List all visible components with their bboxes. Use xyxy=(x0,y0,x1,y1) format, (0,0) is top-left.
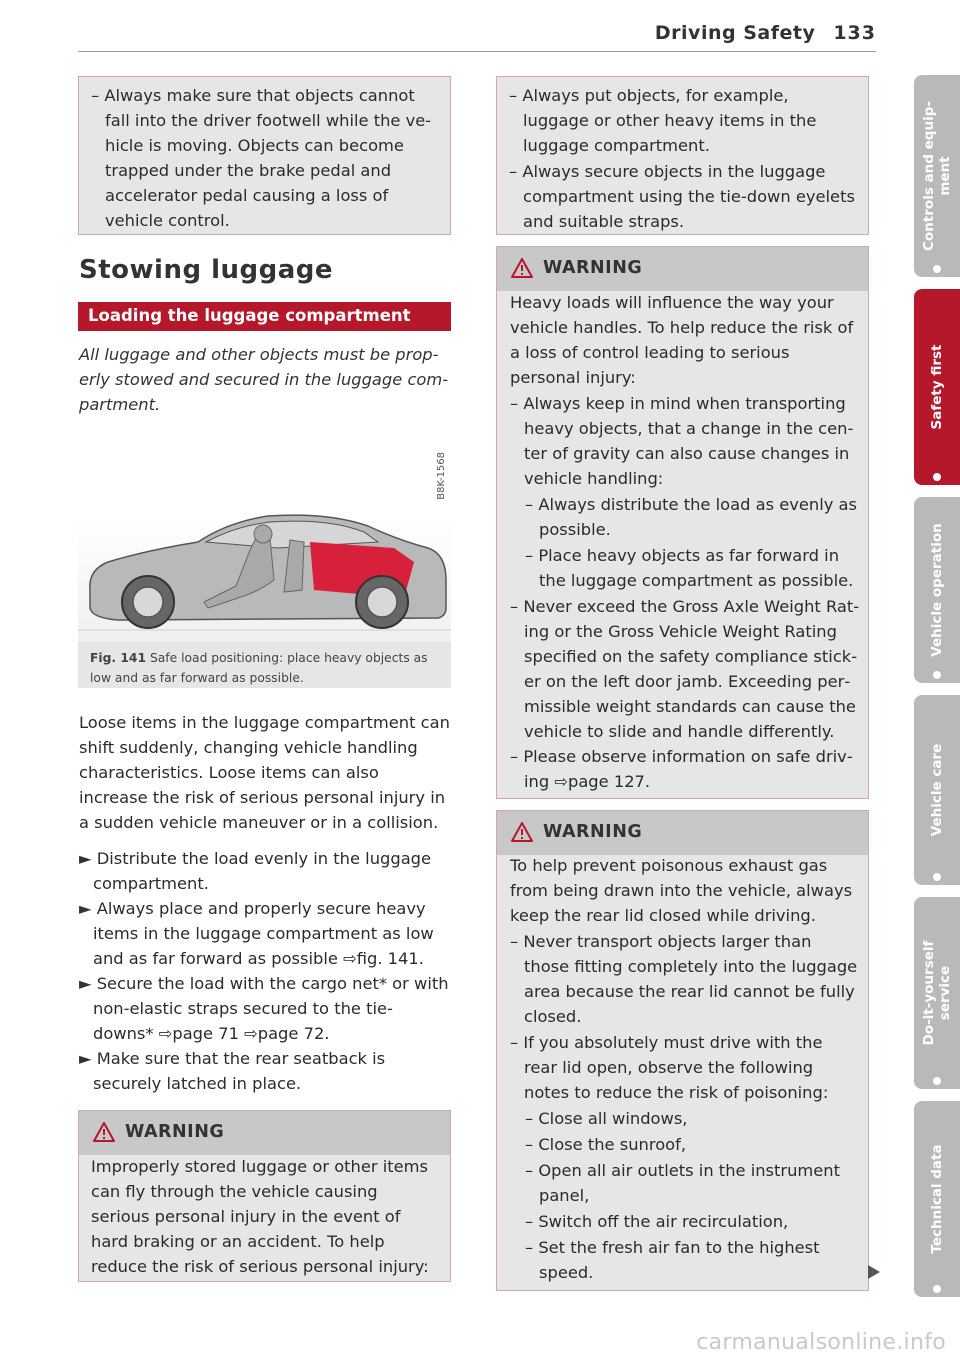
warning-item: – Never transport objects larger than those fitting completely into the luggage area because the rear lid cannot be fully closed. xyxy=(510,932,858,1026)
warning-text: Improperly stored luggage or other items can fly through the vehicle causing serious personal injury in the event of hard braking or an accident. To help reduce the risk of serious personal injury: xyxy=(91,1157,429,1276)
warning-subitem: – Close all windows, xyxy=(525,1109,688,1128)
right-continued-box xyxy=(496,76,869,235)
right-continued-item: – Always put objects, for example, luggage or other heavy items in the luggage compartment. xyxy=(509,86,817,155)
right-warning-box-2 xyxy=(496,810,869,1291)
tab-dot xyxy=(933,671,941,679)
tab-vehicle-operation[interactable] xyxy=(914,497,960,683)
subheading: Loading the luggage compartment xyxy=(88,306,411,325)
tab-label: Controls and equip- ment xyxy=(921,101,953,251)
left-warning-box xyxy=(78,1110,451,1282)
subheading-bar xyxy=(78,302,451,331)
warning-icon xyxy=(511,822,533,842)
watermark: carmanualsonline.info xyxy=(696,1330,946,1355)
header-rule xyxy=(78,51,876,52)
tab-dot xyxy=(933,1077,941,1085)
figure-141 xyxy=(78,430,451,688)
warning-item: – Please observe information on safe driving ⇨page 127. xyxy=(510,747,853,791)
warning-subitem: – Close the sunroof, xyxy=(525,1135,687,1154)
warning-text: To help prevent poisonous exhaust gas from being drawn into the vehicle, always keep the rear lid closed while driving. xyxy=(510,856,853,925)
figure-label: Fig. 141 xyxy=(90,651,147,665)
warning-subitem: – Set the fresh air fan to the highest speed. xyxy=(525,1238,820,1282)
right-warning-box-1 xyxy=(496,246,869,799)
tab-controls-and-equipment[interactable] xyxy=(914,75,960,277)
warning-header xyxy=(497,247,868,291)
right-continued-item: – Always secure objects in the luggage compartment using the tie-down eyelets and suitable straps. xyxy=(509,162,855,231)
warning-subitem: – Open all air outlets in the instrument panel, xyxy=(525,1161,841,1205)
left-continued-item: – Always make sure that objects cannot fall into the driver footwell while the vehicle is moving. Objects can become trapped under the brake pedal and accelerator pedal causing a loss of vehicle control. xyxy=(91,86,432,230)
tab-vehicle-care[interactable] xyxy=(914,695,960,885)
warning-label: WARNING xyxy=(543,822,643,842)
tab-dot xyxy=(933,873,941,881)
body-paragraph: Loose items in the luggage compartment can shift suddenly, changing vehicle handling characteristics. Loose items can also increase the risk of serious personal injury in a sudden vehicle maneuver or in a collision. xyxy=(79,713,450,832)
warning-item: – Always keep in mind when transporting heavy objects, that a change in the center of gravity can also cause changes in vehicle handling: xyxy=(510,394,854,488)
tab-technical-data[interactable] xyxy=(914,1101,960,1297)
tab-label: Do-it-yourself service xyxy=(921,940,953,1046)
figure-caption-text: Safe load positioning: place heavy objects as low and as far forward as possible. xyxy=(90,651,428,685)
warning-icon xyxy=(93,1122,115,1142)
warning-label: WARNING xyxy=(543,258,643,278)
page-number: 133 xyxy=(833,22,876,44)
figure-caption xyxy=(90,648,445,688)
figure-image xyxy=(78,430,451,642)
section-heading: Stowing luggage xyxy=(79,255,334,285)
page-header xyxy=(655,22,876,44)
tab-dot xyxy=(933,1285,941,1293)
warning-label: WARNING xyxy=(125,1122,225,1142)
tab-dot xyxy=(933,265,941,273)
car-illustration xyxy=(78,430,451,642)
tab-do-it-yourself-service[interactable] xyxy=(914,897,960,1089)
tab-label: Vehicle operation xyxy=(929,523,945,657)
section-title: Driving Safety xyxy=(654,22,816,44)
warning-item: – Never exceed the Gross Axle Weight Rating or the Gross Vehicle Weight Rating specified on the safety compliance sticker on the left door jamb. Exceeding permissible weight standards can cause the vehicle to slide and handle differently. xyxy=(510,597,860,741)
warning-text: Heavy loads will influence the way your vehicle handles. To help reduce the risk of a loss of control leading to serious personal injury: xyxy=(510,293,854,387)
warning-body xyxy=(510,290,860,794)
tab-safety-first[interactable] xyxy=(914,289,960,485)
warning-subitem: – Always distribute the load as evenly as possible. xyxy=(525,495,858,539)
step-item: ► Make sure that the rear seatback is securely latched in place. xyxy=(79,1049,386,1093)
step-item: ► Always place and properly secure heavy items in the luggage compartment as low and as far forward as possible ⇨fig. 141. xyxy=(79,899,434,968)
steps-list xyxy=(79,846,451,1096)
continued-arrow-icon xyxy=(868,1265,880,1279)
warning-item: – If you absolutely must drive with the rear lid open, observe the following notes to reduce the risk of poisoning: xyxy=(510,1033,829,1102)
warning-subitem: – Place heavy objects as far forward in the luggage compartment as possible. xyxy=(525,546,854,590)
warning-header xyxy=(497,811,868,855)
warning-subitem: – Switch off the air recirculation, xyxy=(525,1212,789,1231)
left-continued-box xyxy=(78,76,451,235)
warning-icon xyxy=(511,258,533,278)
tab-label: Technical data xyxy=(929,1144,945,1254)
tab-dot xyxy=(933,473,941,481)
intro-text: All luggage and other objects must be properly stowed and secured in the luggage compartment. xyxy=(79,345,449,414)
tab-label: Safety first xyxy=(929,344,945,430)
step-item: ► Secure the load with the cargo net* or with non-elastic straps secured to the tie-downs* ⇨page 71 ⇨page 72. xyxy=(79,974,449,1043)
warning-header xyxy=(79,1111,450,1155)
tab-label: Vehicle care xyxy=(929,743,945,837)
warning-body xyxy=(510,853,860,1285)
figure-code: B8K-1568 xyxy=(436,452,447,500)
step-item: ► Distribute the load evenly in the luggage compartment. xyxy=(79,849,432,893)
